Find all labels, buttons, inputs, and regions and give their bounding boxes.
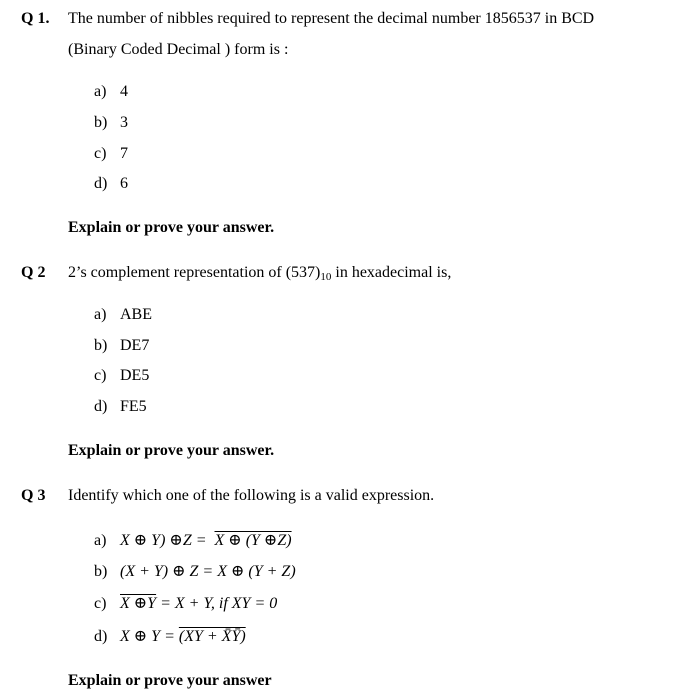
option-letter: d) [94,628,108,645]
q2-stem-subscript: 10 [320,271,332,283]
option-rhs-overlined: (XY + X̄Ȳ) [178,628,246,645]
option-letter: b) [94,114,108,131]
q1-stem-line2: (Binary Coded Decimal ) form is : [68,41,289,58]
option-letter: c) [94,367,107,384]
q2-explain: Explain or prove your answer. [68,442,275,459]
option-letter: d) [94,175,108,192]
q2-number: Q 2 [21,264,46,281]
option-text: 3 [120,114,128,131]
q3-stem: Identify which one of the following is a valid expression. [68,487,435,504]
q2-stem-pre: 2’s complement representation of (537) [68,264,321,281]
q3-option-b [94,561,296,581]
q1-number: Q 1. [21,10,50,27]
q2-option-b [94,337,149,355]
option-text: FE5 [120,398,147,415]
q3-number: Q 3 [21,487,46,504]
option-letter: b) [94,337,108,354]
option-letter: c) [94,595,107,612]
option-letter: a) [94,306,107,323]
option-lhs: X ⊕ Y) ⊕Z = [120,532,207,549]
q1-explain: Explain or prove your answer. [68,219,275,236]
option-text: 7 [120,145,128,162]
option-overlined-part: X ⊕Y [120,595,157,612]
q2-option-d [94,398,147,416]
q1-option-c [94,145,128,163]
q2-stem [68,264,451,282]
option-text: (X + Y) ⊕ Z = X ⊕ (Y + Z) [120,563,296,580]
q1-option-b [94,114,128,132]
option-text: DE7 [120,337,150,354]
option-text: ABE [120,306,152,323]
option-letter: d) [94,398,108,415]
q3-explain: Explain or prove your answer [68,672,272,689]
q1-option-d [94,175,128,193]
q3-option-c [94,593,277,613]
q1-option-a [94,83,128,101]
q1-stem-line1: The number of nibbles required to represent the decimal number 1856537 in BCD [68,10,595,27]
option-letter: a) [94,83,107,100]
q2-stem-post: in hexadecimal is, [331,264,452,281]
q2-option-a [94,306,152,324]
option-text: 6 [120,175,128,192]
option-lhs: X ⊕ Y = [120,628,179,645]
option-letter: a) [94,532,107,549]
option-text: DE5 [120,367,150,384]
option-text: 4 [120,83,128,100]
option-rest: = X + Y, if XY = 0 [156,595,278,612]
option-rhs-overlined: X ⊕ (Y ⊕Z) [214,532,292,549]
q2-option-c [94,367,149,385]
option-letter: c) [94,145,107,162]
q3-option-d [94,626,246,646]
option-letter: b) [94,563,108,580]
q3-option-a [94,530,292,550]
